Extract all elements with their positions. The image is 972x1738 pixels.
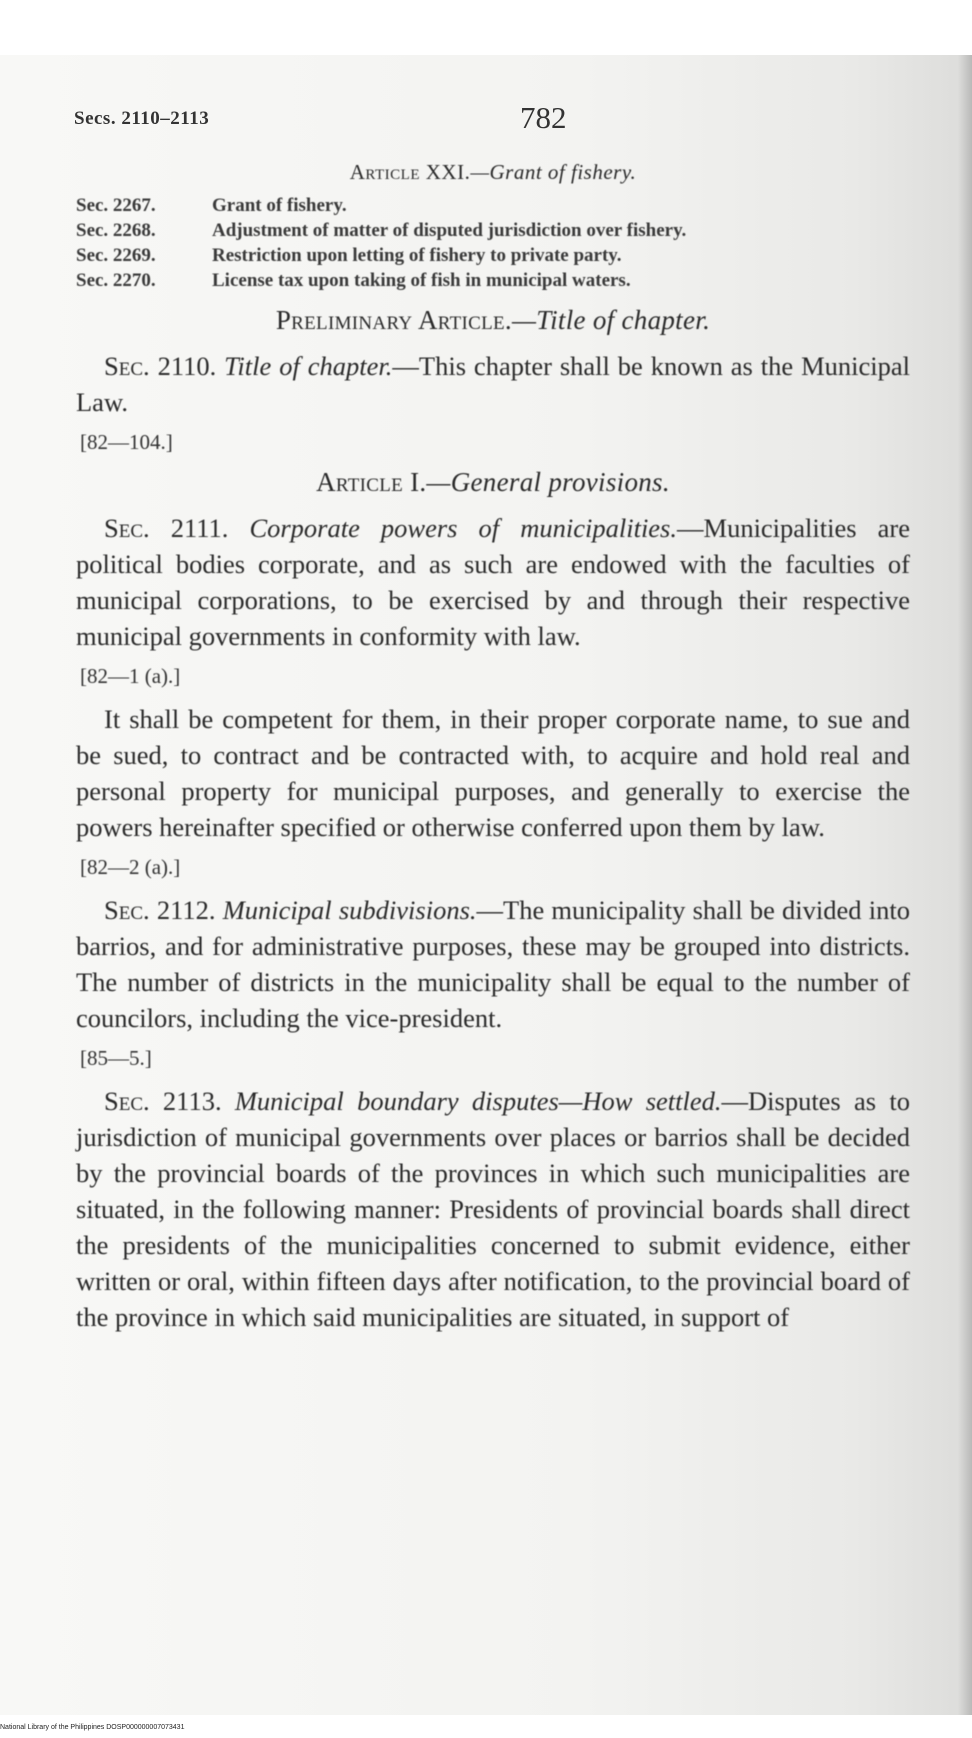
preliminary-article-label: Preliminary Article.: [275, 305, 512, 335]
section-text: —Disputes as to jurisdiction of municipal governments over places or barrios shall be decided by the provincial boards of the provinces in which such municipalities are situated, in the following manner: Presidents of provincial boards shall direct the presidents of the municipalities concerned to submit evidence, either written or oral, within fifteen days after notification, to the provincial board of the province in which said municipalities are situated, in support of: [76, 1086, 910, 1332]
running-header: [70, 100, 900, 140]
page-content: [76, 160, 910, 1335]
toc-section-number: Sec. 2270.: [76, 270, 156, 291]
section-heading: Corporate powers of municipalities.: [249, 513, 677, 543]
article-xxi-label: Article XXI.: [349, 160, 471, 184]
section-2112: [76, 892, 910, 1036]
preliminary-article-title: —Title of chapter.: [511, 305, 711, 335]
section-2113: [76, 1083, 910, 1335]
toc-entry: [76, 268, 910, 293]
toc-section-number: Sec. 2268.: [76, 220, 156, 241]
toc-section-title: Adjustment of matter of disputed jurisdiction over fishery.: [212, 220, 687, 241]
section-2111: [76, 510, 910, 654]
section-number: Sec. 2113.: [104, 1086, 222, 1116]
toc-section-title: Restriction upon letting of fishery to private party.: [212, 245, 622, 266]
header-sections: Secs. 2110–2113: [74, 108, 210, 129]
section-number: Sec. 2111.: [104, 513, 229, 543]
toc-entry: [76, 243, 910, 268]
section-text: —The municipality shall be divided into barrios, and for administrative purposes, these may be grouped into districts. The number of districts in the municipality shall be equal to the number of councilors, including the vice-president.: [76, 895, 910, 1033]
article-i-label: Article I.: [316, 467, 427, 497]
section-2111-paragraph-2: [76, 701, 910, 845]
toc-entry: [76, 193, 910, 218]
section-text: —This chapter shall be known as the Municipal Law.: [76, 351, 911, 417]
section-text: —Municipalities are political bodies corporate, and as such are endowed with the faculties of municipal corporations, to be exercised by and through their respective municipal governments in conformity with law.: [76, 513, 910, 651]
article-xxi-heading: [76, 160, 910, 185]
page-edge-shadow: [958, 55, 972, 1715]
section-heading: Municipal subdivisions.: [222, 895, 477, 925]
preliminary-article-heading: [76, 305, 910, 336]
library-watermark: National Library of the Philippines DOSP000000007073431: [0, 1724, 185, 1731]
toc-section-title: License tax upon taking of fish in municipal waters.: [212, 270, 631, 291]
section-text: It shall be competent for them, in their proper corporate name, to sue and be sued, to contract and be contracted with, to acquire and hold real and personal property for municipal purposes, and generally to exercise the powers hereinafter specified or otherwise conferred upon them by law.: [76, 704, 910, 842]
article-xxi-toc: [76, 193, 910, 293]
page-number: 782: [520, 100, 567, 135]
article-xxi-title: —Grant of fishery.: [470, 160, 637, 184]
toc-section-number: Sec. 2267.: [76, 195, 156, 216]
toc-section-title: Grant of fishery.: [212, 195, 347, 216]
section-heading: Title of chapter.: [224, 351, 393, 381]
section-heading: Municipal boundary disputes—How settled.: [234, 1086, 722, 1116]
article-i-heading: [76, 467, 910, 498]
article-i-title: —General provisions.: [426, 467, 670, 497]
section-2110: [76, 348, 910, 420]
toc-entry: [76, 218, 910, 243]
section-number: Sec. 2112.: [104, 895, 216, 925]
citation: [85—5.]: [80, 1046, 152, 1070]
citation: [82—104.]: [80, 430, 173, 454]
citation: [82—2 (a).]: [80, 855, 181, 879]
toc-section-number: Sec. 2269.: [76, 245, 156, 266]
citation: [82—1 (a).]: [80, 664, 181, 688]
section-number: Sec. 2110.: [104, 351, 217, 381]
